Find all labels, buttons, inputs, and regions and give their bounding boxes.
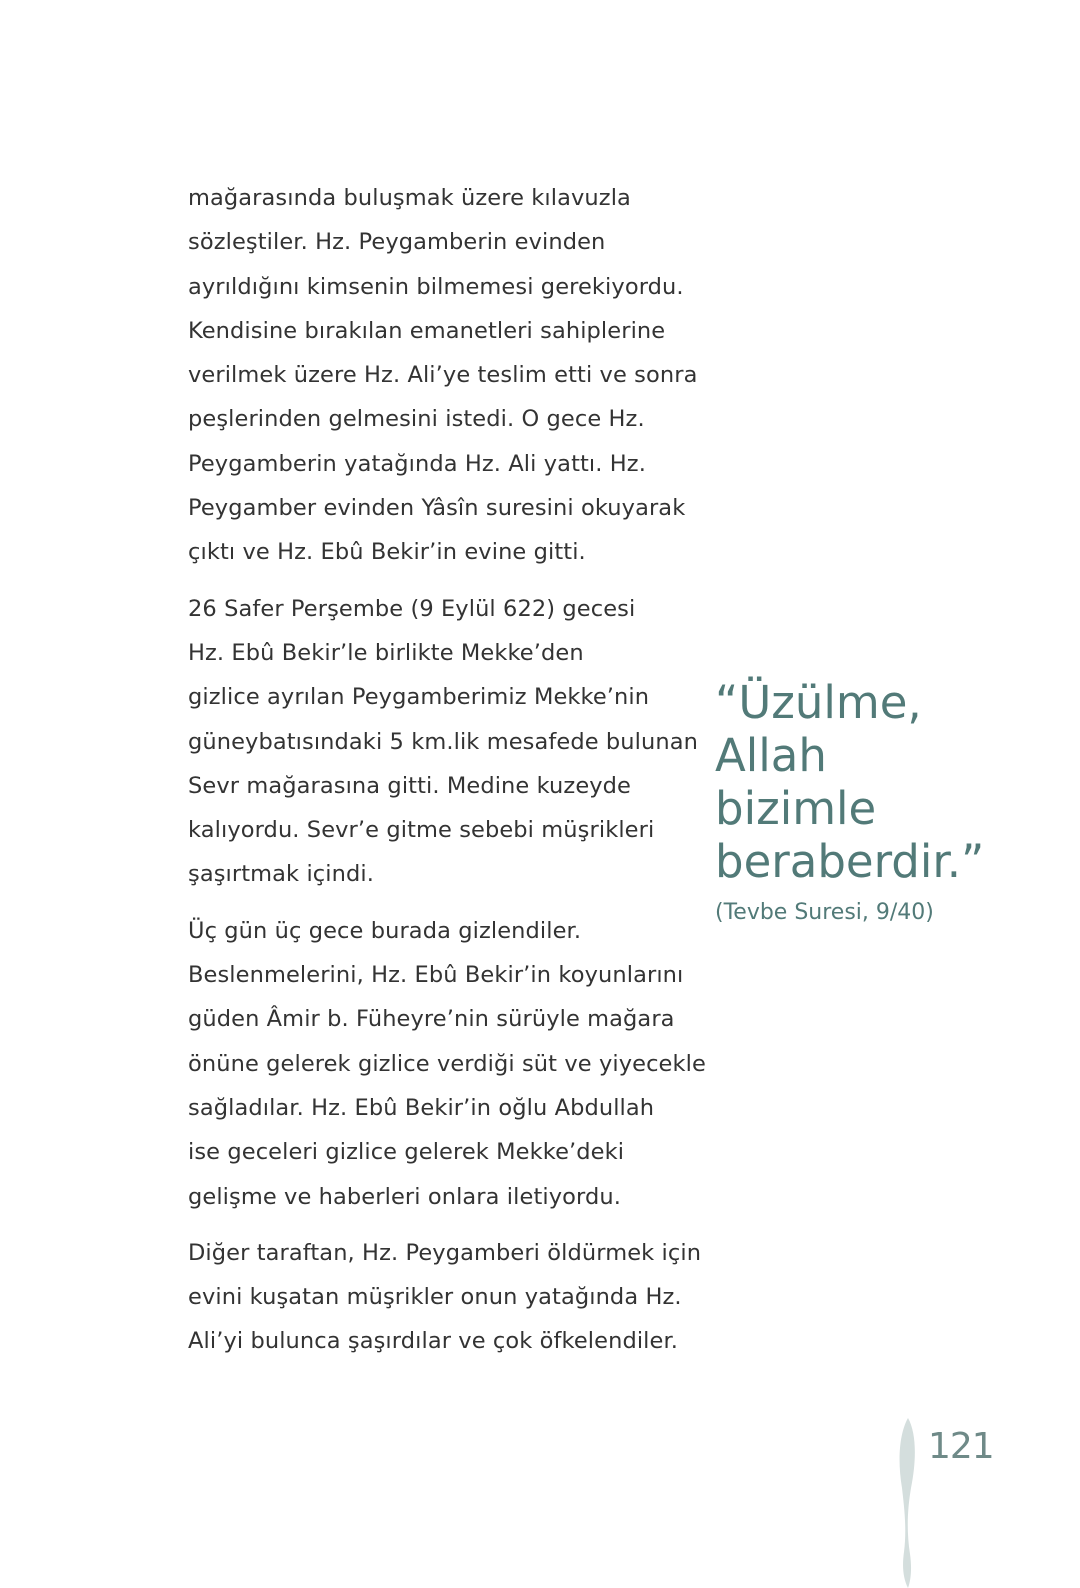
text-line: sağladılar. Hz. Ebû Bekir’in oğlu Abdullah [188, 1094, 655, 1121]
text-line: Hz. Ebû Bekir’le birlikte Mekke’den [188, 639, 584, 666]
text-line: Peygamberin yatağında Hz. Ali yattı. Hz. [188, 450, 646, 477]
quote-source: (Tevbe Suresi, 9/40) [715, 900, 934, 925]
text-line: 26 Safer Perşembe (9 Eylül 622) gecesi [188, 595, 636, 622]
text-line: Beslenmelerini, Hz. Ebû Bekir’in koyunlarını [188, 962, 684, 989]
text-line: gelişme ve haberleri onlara iletiyordu. [188, 1183, 621, 1210]
quote-line: bizimle [715, 782, 877, 835]
text-line: kalıyordu. Sevr’e gitme sebebi müşrikleri [188, 817, 655, 844]
text-line: peşlerinden gelmesini istedi. O gece Hz. [188, 406, 645, 433]
text-line: Peygamber evinden Yâsîn suresini okuyarak [188, 495, 686, 522]
text-line: sözleştiler. Hz. Peygamberin evinden [188, 229, 606, 256]
text-line: Ali’yi bulunca şaşırdılar ve çok öfkelendiler. [188, 1328, 679, 1355]
quote-line: beraberdir.” [715, 835, 985, 888]
text-line: ise geceleri gizlice gelerek Mekke’deki [188, 1139, 625, 1166]
page-ornament-icon [898, 1418, 922, 1588]
text-line: Kendisine bırakılan emanetleri sahiplerine [188, 317, 666, 344]
paragraph [188, 1231, 702, 1364]
text-line: evini kuşatan müşrikler onun yatağında Hz. [188, 1284, 682, 1311]
text-line: çıktı ve Hz. Ebû Bekir’in evine gitti. [188, 539, 586, 566]
text-line: verilmek üzere Hz. Ali’ye teslim etti ve sonra [188, 362, 698, 389]
quote-line: “Üzülme, [715, 676, 922, 729]
text-line: önüne gelerek gizlice verdiği süt ve yiyecekle [188, 1050, 706, 1077]
paragraph [188, 909, 706, 1219]
quote-line: Allah [715, 729, 827, 782]
text-line: şaşırtmak içindi. [188, 861, 374, 888]
text-line: Diğer taraftan, Hz. Peygamberi öldürmek için [188, 1239, 702, 1266]
text-line: gizlice ayrılan Peygamberimiz Mekke’nin [188, 684, 650, 711]
paragraph [188, 587, 698, 897]
paragraph [188, 176, 698, 575]
text-line: mağarasında buluşmak üzere kılavuzla [188, 185, 631, 211]
text-line: Üç gün üç gece burada gizlendiler. [188, 917, 582, 944]
page-footer [898, 1418, 998, 1588]
text-line: Sevr mağarasına gitti. Medine kuzeyde [188, 772, 631, 799]
text-line: güneybatısındaki 5 km.lik mesafede bulunan [188, 728, 698, 755]
page-number: 121 [928, 1426, 994, 1467]
pull-quote [715, 676, 1045, 925]
text-line: güden Âmir b. Füheyre’nin sürüyle mağara [188, 1006, 675, 1033]
text-line: ayrıldığını kimsenin bilmemesi gerekiyordu. [188, 273, 684, 300]
main-body-text [188, 176, 706, 1376]
